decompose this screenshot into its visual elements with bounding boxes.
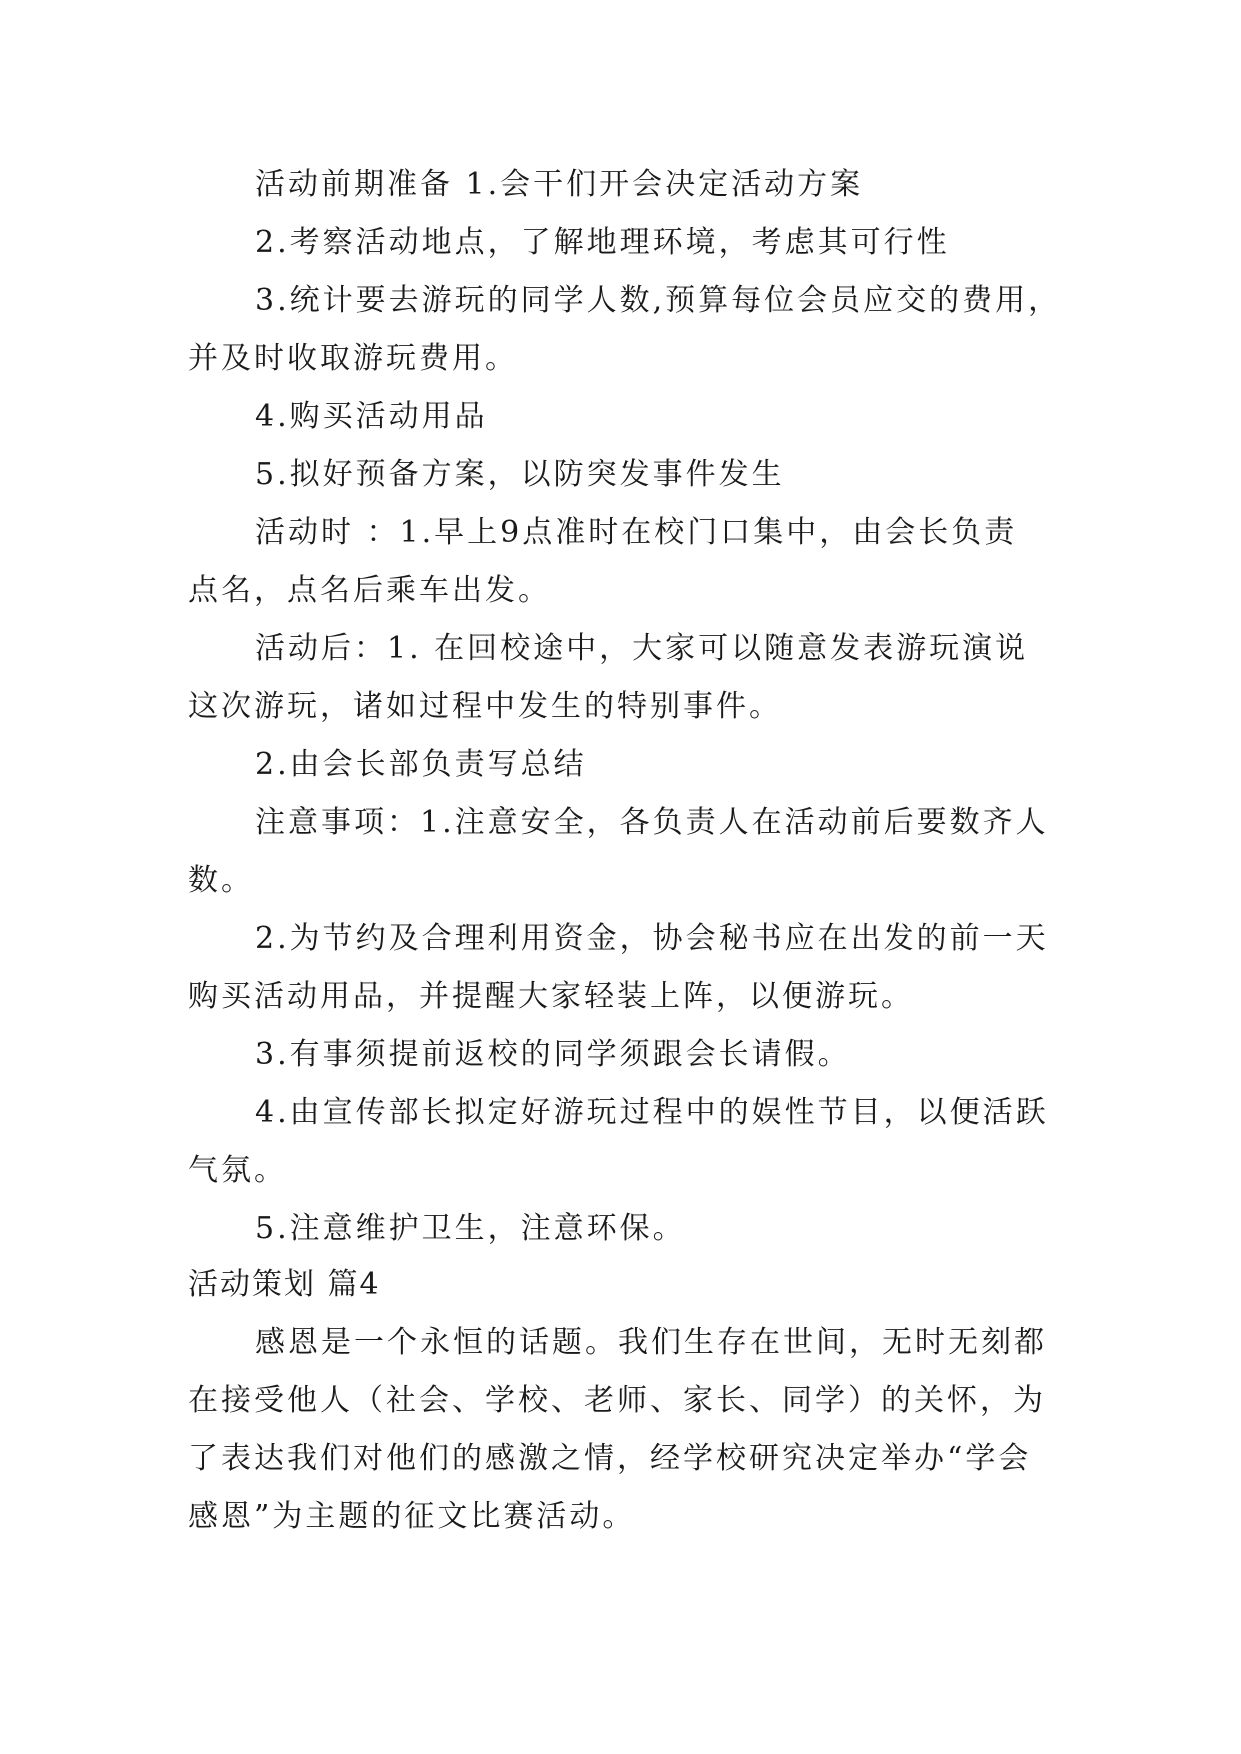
- text-line: 了表达我们对他们的感激之情，经学校研究决定举办“学会: [188, 1441, 1032, 1476]
- text-line: 5.拟好预备方案，以防突发事件发生: [255, 457, 785, 492]
- text-line: 购买活动用品，并提醒大家轻装上阵，以便游玩。: [188, 979, 914, 1014]
- text-line: 点名，点名后乘车出发。: [188, 573, 551, 608]
- text-line: 活动时 ：1.早上9点准时在校门口集中，由会长负责: [255, 515, 1018, 550]
- text-line: 活动后：1. 在回校途中，大家可以随意发表游玩演说: [255, 631, 1029, 666]
- section-heading: 活动策划 篇4: [188, 1267, 381, 1302]
- text-line: 活动前期准备 1.会干们开会决定活动方案: [255, 167, 864, 202]
- text-line: 4.由宣传部长拟定好游玩过程中的娱性节目，以便活跃: [255, 1095, 1049, 1130]
- text-line: 5.注意维护卫生，注意环保。: [255, 1211, 686, 1246]
- text-line: 气氛。: [188, 1153, 287, 1188]
- text-line: 2.由会长部负责写总结: [255, 747, 587, 782]
- text-line: 注意事项：1.注意安全，各负责人在活动前后要数齐人: [255, 805, 1049, 840]
- text-line: 感恩是一个永恒的话题。我们生存在世间，无时无刻都: [255, 1325, 1047, 1360]
- text-line: 并及时收取游玩费用。: [188, 341, 518, 376]
- text-line: 感恩”为主题的征文比赛活动。: [188, 1499, 636, 1534]
- text-line: 数。: [188, 863, 254, 898]
- text-line: 2.考察活动地点，了解地理环境，考虑其可行性: [255, 225, 950, 260]
- text-line: 3.统计要去游玩的同学人数,预算每位会员应交的费用，: [255, 283, 1062, 318]
- text-line: 3.有事须提前返校的同学须跟会长请假。: [255, 1037, 851, 1072]
- text-line: 在接受他人（社会、学校、老师、家长、同学）的关怀，为: [188, 1383, 1046, 1418]
- text-line: 这次游玩，诸如过程中发生的特别事件。: [188, 689, 782, 724]
- text-line: 4.购买活动用品: [255, 399, 488, 434]
- text-line: 2.为节约及合理利用资金，协会秘书应在出发的前一天: [255, 921, 1049, 956]
